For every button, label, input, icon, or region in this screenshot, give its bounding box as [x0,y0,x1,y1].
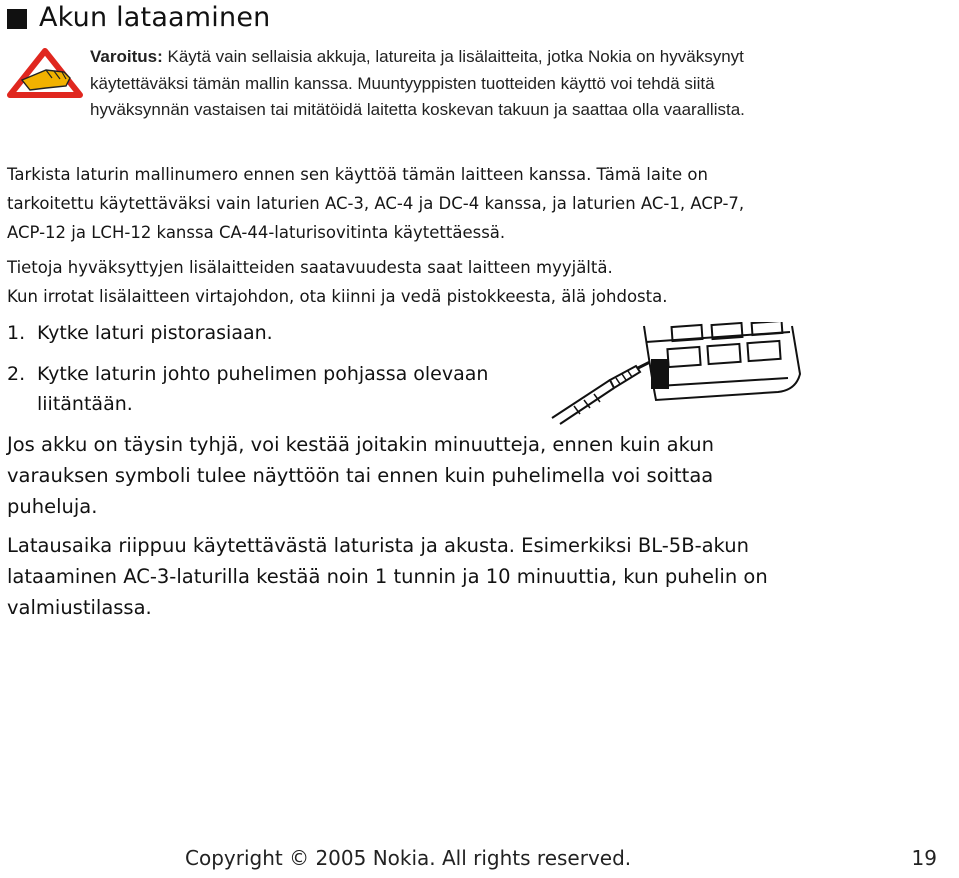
heading-bullet [7,9,27,29]
page-number: 19 [911,846,937,870]
step-1 [7,318,273,348]
paragraph-availability: Tietoja hyväksyttyjen lisälaitteiden saatavuudesta saat laitteen myyjältä. [7,258,613,277]
phone-charger-illustration [540,322,802,430]
step-text: Kytke laturin johto puhelimen pohjassa olevaan [37,363,489,385]
warning-hand-icon [6,48,84,98]
warning-label: Varoitus: [90,47,163,66]
paragraph-charging-time: Latausaika riippuu käytettävästä laturista ja akusta. Esimerkiksi BL-5B-akun lataaminen AC-3-laturilla kestää noin 1 tunnin ja 10 minuuttia, kun puhelin on valmiustilassa. [7,534,768,619]
page-title: Akun lataaminen [39,2,271,33]
step-number: 2. [7,363,26,385]
copyright-notice: Copyright © 2005 Nokia. All rights reserved. [185,846,632,870]
warning-text: Käytä vain sellaisia akkuja, latureita ja lisälaitteita, jotka Nokia on hyväksynyt käytettäväksi tämän mallin kanssa. Muuntyyppisten tuotteiden käyttö voi tehdä siitä hyväksynnän vastaisen tai mitätöidä laitetta koskevan takuun ja saattaa olla vaarallista. [90,47,745,119]
warning-note [90,44,790,124]
step-2 [7,359,488,419]
step-number: 1. [7,322,26,344]
paragraph-charger-models: Tarkista laturin mallinumero ennen sen käyttöä tämän laitteen kanssa. Tämä laite on tarkoitettu käytettäväksi vain laturien AC-3, AC-4 ja DC-4 kanssa, ja laturien AC-1, ACP-7, ACP-12 ja LCH-12 kanssa CA-44-laturisovitinta käytettäessä. [7,165,745,242]
page-heading [7,2,270,33]
step-text-continued: liitäntään. [37,393,133,415]
step-text: Kytke laturi pistorasiaan. [37,322,273,344]
paragraph-empty-battery: Jos akku on täysin tyhjä, voi kestää joitakin minuutteja, ennen kuin akun varauksen symboli tulee näyttöön tai ennen kuin puhelimella voi soittaa puheluja. [7,433,715,518]
paragraph-unplug: Kun irrotat lisälaitteen virtajohdon, ota kiinni ja vedä pistokkeesta, älä johdosta. [7,287,668,306]
